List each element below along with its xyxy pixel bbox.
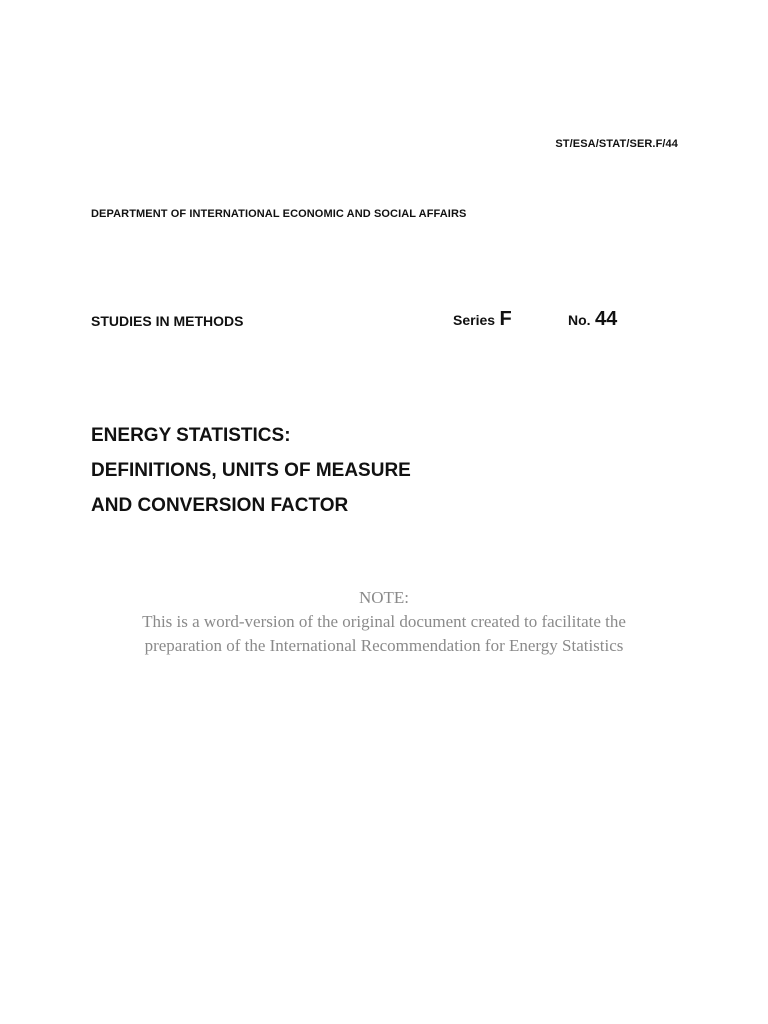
series-row [91,308,651,334]
title-line: AND CONVERSION FACTOR [91,495,349,516]
note-block [84,586,684,658]
number-value: 44 [595,308,618,330]
studies-label: STUDIES IN METHODS [91,313,244,329]
document-code: ST/ESA/STAT/SER.F/44 [555,138,678,150]
title-line: ENERGY STATISTICS: [91,425,291,446]
series-info [453,308,512,331]
note-line: This is a word-version of the original document created to facilitate the [142,612,626,631]
note-line: preparation of the International Recommendation for Energy Statistics [144,636,624,655]
department-name: DEPARTMENT OF INTERNATIONAL ECONOMIC AND SOCIAL AFFAIRS [91,208,467,220]
document-title [91,418,411,523]
series-value: F [499,308,512,330]
number-label: No. [568,312,591,328]
series-label: Series [453,312,496,328]
note-heading: NOTE: [358,588,410,607]
title-line: DEFINITIONS, UNITS OF MEASURE [91,460,411,481]
number-info [568,308,617,331]
